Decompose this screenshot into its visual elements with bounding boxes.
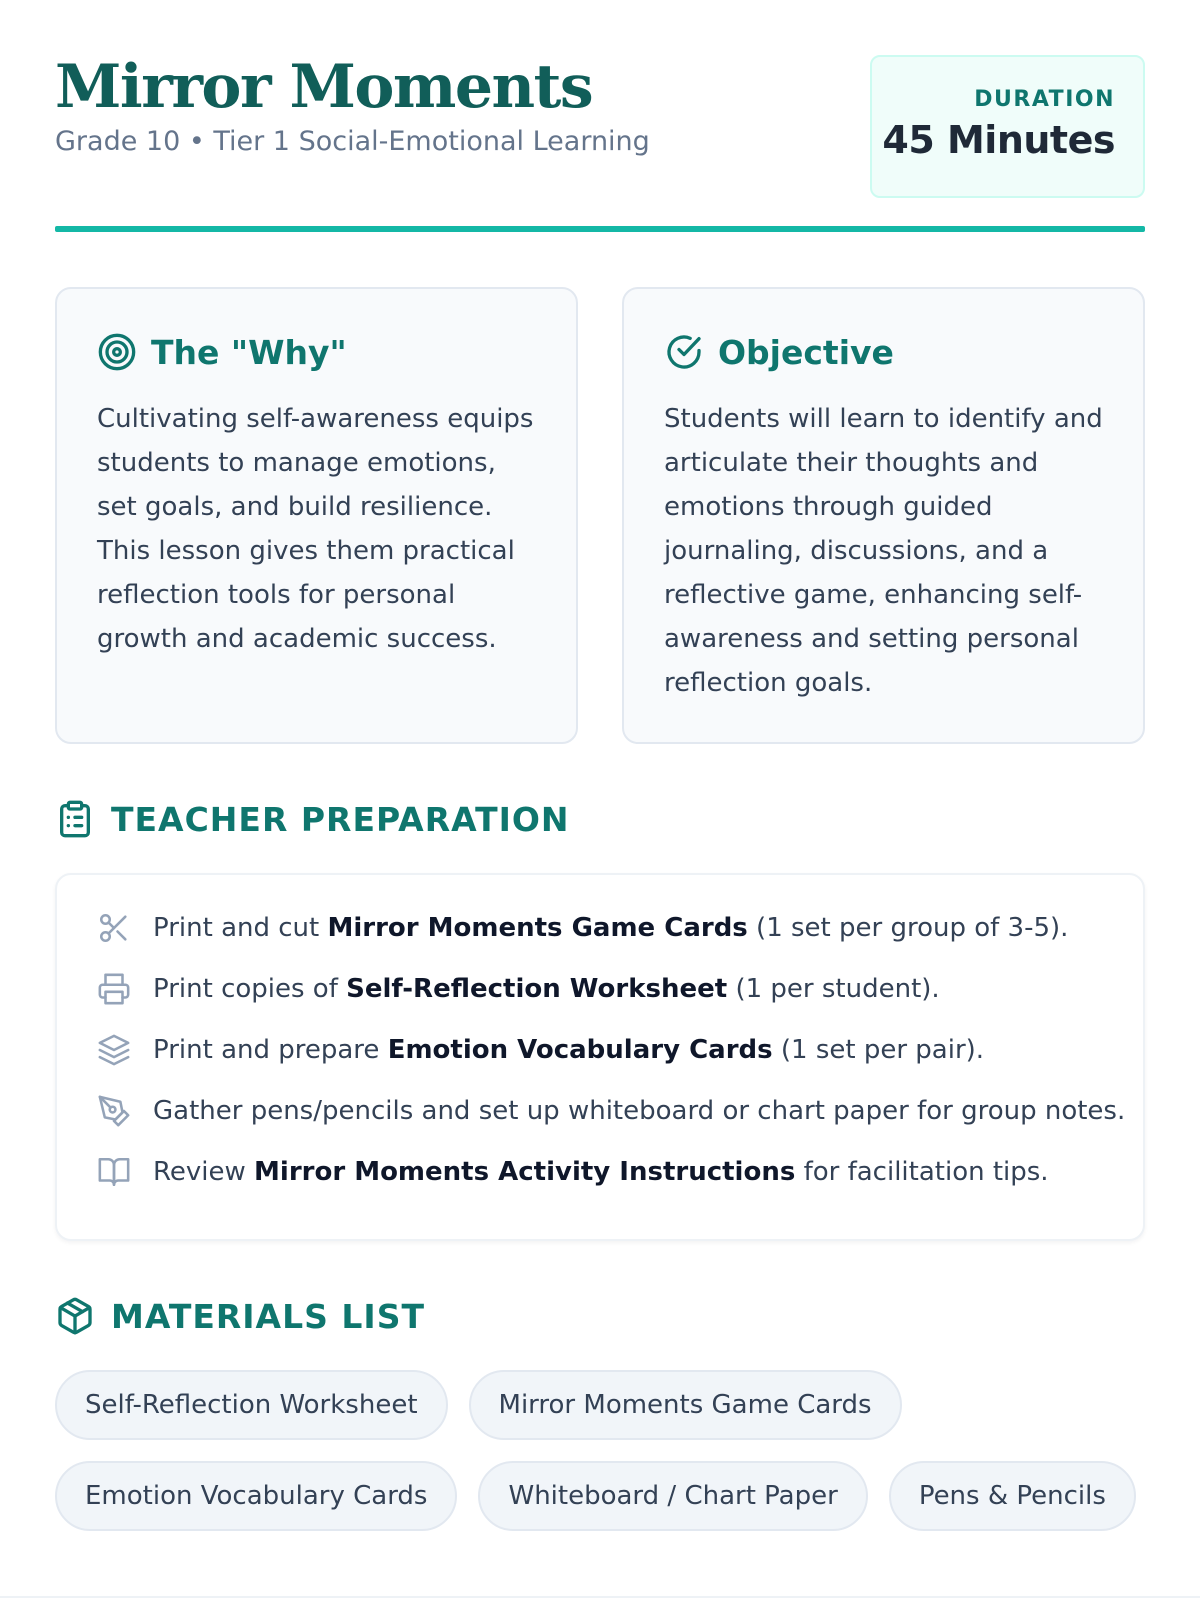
prep-item-text: Print and prepare Emotion Vocabulary Cards (1 set per pair). [153,1034,985,1065]
materials-chips [55,1370,1170,1552]
objective-card-title [664,331,1107,373]
header [55,0,1145,232]
why-card-title [97,331,540,373]
layers-icon [97,1033,131,1067]
target-icon [97,332,137,372]
material-chip: Mirror Moments Game Cards [469,1370,902,1440]
clipboard-icon [55,799,95,839]
book-open-icon [97,1155,131,1189]
prep-item-text: Print copies of Self-Reflection Worksheet (1 per student). [153,973,940,1004]
prep-item-text: Print and cut Mirror Moments Game Cards (1 set per group of 3-5). [153,912,1069,943]
info-cards [55,287,1145,744]
header-divider [55,226,1145,232]
materials-row [55,1370,1170,1440]
preparation-list [55,873,1145,1241]
why-card-body: Cultivating self-awareness equips students to manage emotions, set goals, and build resilience. This lesson gives them practical reflection tools for personal growth and academic success. [97,404,534,654]
objective-card-body: Students will learn to identify and articulate their thoughts and emotions through guided journaling, discussions, and a reflective game, enhancing self-awareness and setting personal reflection goals. [664,404,1103,698]
teacher-preparation-heading [55,799,570,839]
bottom-rule [0,1596,1200,1598]
prep-item-text: Review Mirror Moments Activity Instructions for facilitation tips. [153,1156,1049,1187]
why-card-heading: The "Why" [151,332,347,372]
material-chip: Whiteboard / Chart Paper [478,1461,867,1531]
duration-value: 45 Minutes [882,118,1115,162]
prep-item [97,1080,1126,1141]
objective-card [622,287,1145,744]
page-subtitle: Grade 10 • Tier 1 Social-Emotional Learning [55,126,650,157]
prep-item [97,1141,1113,1202]
materials-list-heading [55,1296,425,1336]
duration-badge [870,55,1145,198]
package-icon [55,1296,95,1336]
why-card [55,287,578,744]
pen-tool-icon [97,1094,131,1128]
check-circle-icon [664,332,704,372]
prep-item [97,897,1113,958]
teacher-preparation-title: TEACHER PREPARATION [111,799,570,839]
duration-label: DURATION [974,87,1115,112]
prep-item-text: Gather pens/pencils and set up whiteboard or chart paper for group notes. [153,1095,1126,1126]
materials-list-title: MATERIALS LIST [111,1296,425,1336]
objective-card-heading: Objective [718,332,894,372]
material-chip: Pens & Pencils [889,1461,1136,1531]
materials-row [55,1461,1170,1531]
prep-item [97,958,1113,1019]
material-chip: Self-Reflection Worksheet [55,1370,448,1440]
prep-item [97,1019,1113,1080]
scissors-icon [97,911,131,945]
printer-icon [97,972,131,1006]
material-chip: Emotion Vocabulary Cards [55,1461,457,1531]
page-title: Mirror Moments [55,52,593,122]
